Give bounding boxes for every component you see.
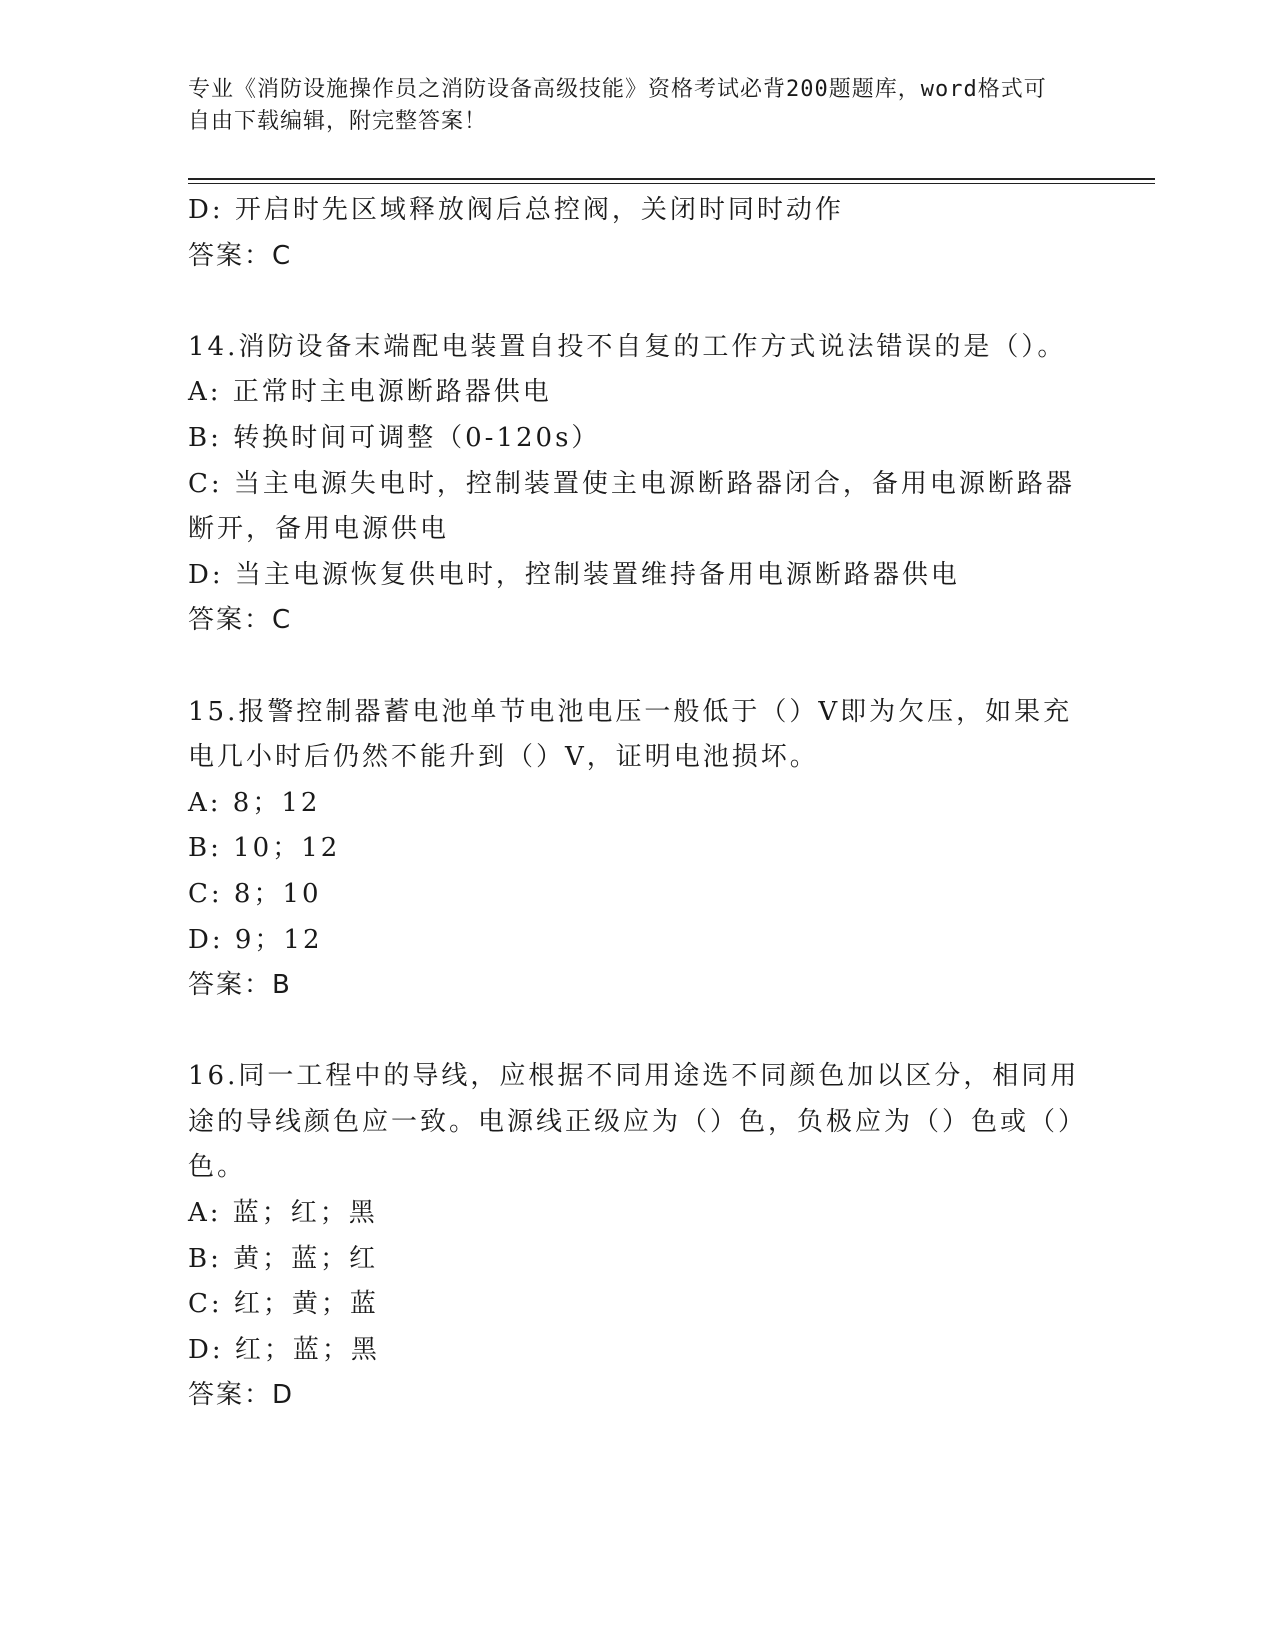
- question-15: [188, 690, 1088, 1009]
- option-b: B: 黄；蓝；红: [188, 1243, 379, 1274]
- document-body: [188, 188, 1088, 1419]
- option-c: C: 8；10: [188, 878, 322, 909]
- document-header: 专业《消防设施操作员之消防设备高级技能》资格考试必背200题题库，word格式可自由下载编辑，附完整答案！: [188, 77, 1047, 134]
- question-stem: 14.消防设备末端配电装置自投不自复的工作方式说法错误的是（）。: [188, 331, 1067, 362]
- question-stem: 16.同一工程中的导线，应根据不同用途选不同颜色加以区分，相同用途的导线颜色应一致。电源线正级应为（）色，负极应为（）色或（）色。: [188, 1061, 1088, 1183]
- header-rule-thin: [188, 183, 1155, 184]
- option-b: B: 10；12: [188, 833, 341, 864]
- option-a: A: 蓝；红；黑: [188, 1198, 378, 1229]
- header-rule-thick: [188, 178, 1155, 180]
- option-c: C: 当主电源失电时，控制装置使主电源断路器闭合，备用电源断路器断开，备用电源供电: [188, 468, 1075, 545]
- question-16: [188, 1054, 1088, 1419]
- prev-answer: 答案：C: [188, 240, 293, 271]
- question-stem: 15.报警控制器蓄电池单节电池电压一般低于（）V即为欠压，如果充电几小时后仍然不能升到（）V，证明电池损坏。: [188, 696, 1073, 773]
- option-d: D: 红；蓝；黑: [188, 1334, 380, 1365]
- option-a: A: 8；12: [188, 787, 321, 818]
- answer: 答案：D: [188, 1380, 295, 1411]
- answer: 答案：B: [188, 970, 292, 1001]
- option-b: B: 转换时间可调整（0-120s）: [188, 422, 601, 453]
- option-d: D: 9；12: [188, 924, 323, 955]
- prev-option-d: D: 开启时先区域释放阀后总控阀，关闭时同时动作: [188, 195, 844, 225]
- option-c: C: 红；黄；蓝: [188, 1289, 379, 1320]
- option-a: A: 正常时主电源断路器供电: [188, 377, 552, 408]
- option-d: D: 当主电源恢复供电时，控制装置维持备用电源断路器供电: [188, 559, 960, 590]
- answer: 答案：C: [188, 605, 293, 636]
- question-14: [188, 325, 1088, 644]
